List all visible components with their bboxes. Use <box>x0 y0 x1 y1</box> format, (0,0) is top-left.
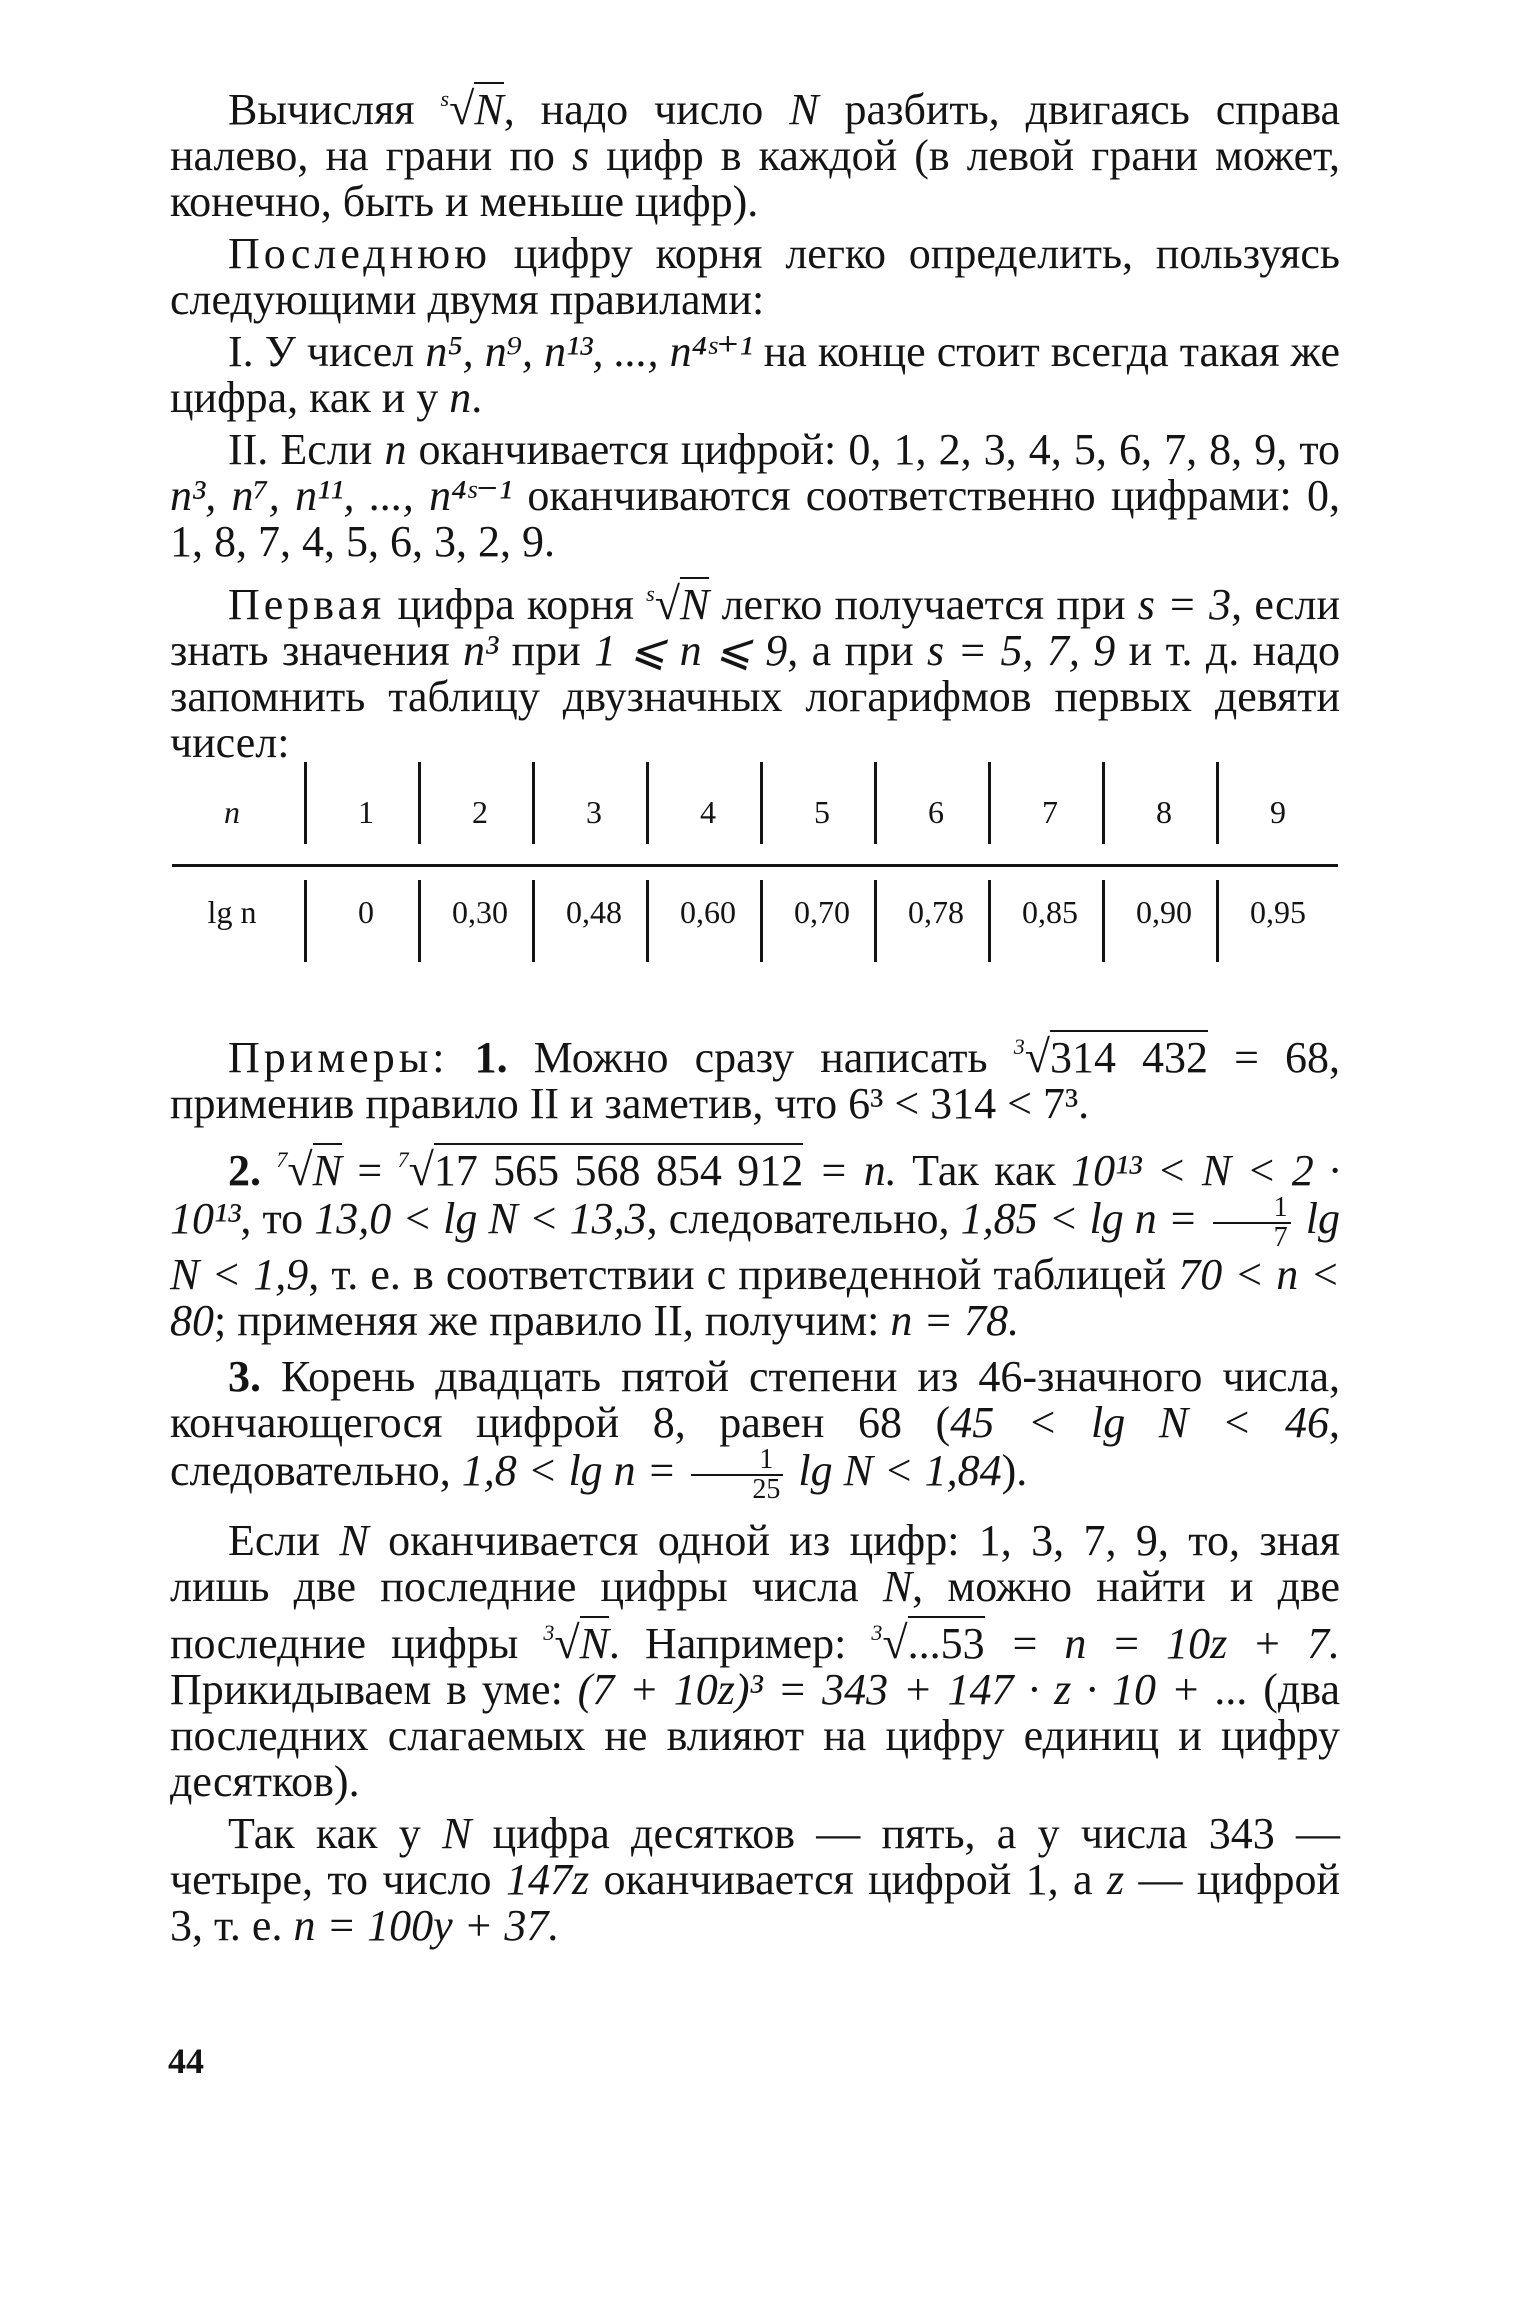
variable: n <box>384 425 407 474</box>
table-cell-n: 9 <box>1270 794 1286 830</box>
radical-argument: ...53 <box>908 1616 985 1668</box>
text: цифру корня легко определить, пользуясь следующими двумя правилами: <box>170 229 1340 324</box>
table-cell-n: 7 <box>1042 794 1058 830</box>
radical-argument: 17 565 568 854 912 <box>434 1143 803 1195</box>
table-cell-n: 8 <box>1156 794 1172 830</box>
table-divider <box>532 762 535 844</box>
paragraph-example-3 <box>170 1354 1340 1504</box>
radical: $^3$√314 432 <box>1013 1031 1209 1082</box>
spaced-word: Примеры: <box>228 1033 449 1082</box>
table-cell-lg: 0,78 <box>908 894 964 930</box>
text: цифра корня <box>397 580 634 629</box>
paragraph-last-digit <box>170 231 1340 323</box>
example-number: 2. <box>228 1146 261 1195</box>
paragraph-example-2 <box>170 1137 1340 1344</box>
text: , можно найти и две последние цифры <box>170 1562 1341 1668</box>
paragraph-tens-digit <box>170 1811 1340 1949</box>
table-divider <box>1216 762 1219 844</box>
text: оканчивается цифрой 1, а <box>603 1855 1093 1904</box>
formula: 70 < n < 80 <box>170 1250 1340 1345</box>
text: цифр в каждой (в левой грани может, конечно, быть и меньше цифр). <box>170 131 1341 226</box>
radical-index: 7 <box>276 1147 288 1172</box>
table-header-n: n <box>224 794 240 830</box>
text: . Например: <box>608 1619 847 1668</box>
formula: s = 3 <box>1137 580 1232 629</box>
table-cell-n: 6 <box>928 794 944 830</box>
radical: $^s$√N <box>646 578 710 629</box>
radical: $^7$√17 565 568 854 912 <box>397 1144 804 1195</box>
text: на конце стоит всегда такая же цифра, как и у <box>170 327 1340 422</box>
radical: $^3$√...53 <box>871 1617 985 1668</box>
table-divider <box>760 880 763 962</box>
table-cell-lg: 0,70 <box>794 894 850 930</box>
radical-argument: N <box>313 1143 342 1195</box>
text: и т. д. надо запомнить таблицу двузначных логарифмов первых девяти чисел: <box>170 626 1341 767</box>
formula: 13,0 < lg N < 13,3 <box>314 1194 647 1244</box>
spaced-word: Последнюю <box>228 229 491 278</box>
table-rule <box>172 864 1338 867</box>
example-number: 1. <box>474 1033 508 1082</box>
table-cell-lg: 0,48 <box>566 894 622 930</box>
fraction-numerator: 1 <box>1213 1194 1291 1224</box>
table-cell-lg: 0,90 <box>1136 894 1192 930</box>
variable: N <box>789 85 819 134</box>
variable: N <box>339 1516 369 1565</box>
table-divider <box>1216 880 1219 962</box>
table-cell-n: 4 <box>700 794 716 830</box>
radical-index: s <box>440 86 450 111</box>
table-cell-lg: 0,60 <box>680 894 736 930</box>
variable: N <box>442 1809 472 1858</box>
variable: s <box>571 131 590 180</box>
rule-number: I. У чисел <box>228 327 415 376</box>
formula: n = 78. <box>890 1296 1020 1345</box>
table-divider <box>418 762 421 844</box>
table-divider <box>1102 880 1105 962</box>
text: оканчивается одной из цифр: 1, 3, 7, 9, то, зная лишь две последние цифры числа <box>170 1516 1341 1611</box>
log-table <box>172 748 1338 978</box>
table-divider <box>304 880 307 962</box>
text: Так как <box>912 1146 1056 1195</box>
table-divider <box>532 880 535 962</box>
radical-index: 3 <box>543 1620 555 1645</box>
table-divider <box>1102 762 1105 844</box>
powers-list: n³, n⁷, n¹¹, ..., n⁴ˢ⁻¹ <box>170 471 513 520</box>
page-number: 44 <box>168 2041 204 2081</box>
text: ). <box>1001 1446 1028 1496</box>
text: , следовательно, <box>646 1194 950 1244</box>
text: , если знать значения <box>170 580 1341 675</box>
text: Прикидываем в уме: <box>170 1665 563 1714</box>
table-divider <box>988 880 991 962</box>
table-divider <box>874 880 877 962</box>
text: Можно сразу написать <box>533 1033 988 1082</box>
table-divider <box>418 880 421 962</box>
table-cell-n: 3 <box>586 794 602 830</box>
formula: 1 ⩽ n ⩽ 9 <box>594 626 788 675</box>
formula: 1,85 < lg n = <box>960 1194 1198 1244</box>
text: при <box>511 626 581 675</box>
table-divider <box>646 880 649 962</box>
text: — цифрой 3, т. е. <box>170 1855 1341 1950</box>
formula: = n = 10z + 7. <box>1009 1619 1341 1668</box>
text: Корень двадцать пятой степени из 46-значного числа, кончающегося цифрой 8, равен 68 ( <box>170 1352 1341 1447</box>
table-cell-n: 1 <box>358 794 374 830</box>
paragraph-rule-2 <box>170 427 1340 565</box>
radical-argument: N <box>680 577 709 629</box>
radical: $^s$√N <box>440 83 504 134</box>
formula: n³ <box>463 626 499 675</box>
formula: 1,8 < lg n = <box>461 1446 677 1496</box>
text: , то <box>240 1194 304 1244</box>
radical-index: 7 <box>397 1147 409 1172</box>
paragraph-root-splitting <box>170 76 1340 225</box>
radical-index: 3 <box>871 1620 883 1645</box>
fraction <box>1213 1194 1291 1252</box>
radical-argument: 314 432 <box>1050 1030 1208 1082</box>
example-number: 3. <box>228 1352 261 1401</box>
text: , т. е. в соответствии с приведенной таблицей <box>308 1250 1167 1299</box>
formula: (7 + 10z)³ = 343 + 147 · z · 10 + ... <box>577 1665 1249 1714</box>
table-divider <box>646 762 649 844</box>
text: цифра десятков — пять, а у числа 343 — четыре, то число <box>170 1809 1341 1904</box>
radical-index: 3 <box>1013 1034 1025 1059</box>
text: , следовательно, <box>170 1398 1340 1496</box>
formula: = n. <box>818 1146 897 1195</box>
rule-number: II. Если <box>228 425 373 474</box>
text-block-examples <box>170 1024 1340 1949</box>
variable: N <box>882 1562 913 1611</box>
formula: 10¹³ < N < 2 · 10¹³ <box>170 1146 1341 1244</box>
text-block-intro <box>170 76 1340 766</box>
text: легко получается при <box>721 580 1126 629</box>
table-divider <box>874 762 877 844</box>
table-cell-n: 5 <box>814 794 830 830</box>
fraction-denominator: 7 <box>1273 1222 1288 1253</box>
fraction <box>691 1446 783 1504</box>
radical-index: s <box>646 581 655 606</box>
table-cell-n: 2 <box>472 794 488 830</box>
text: разбить, двигаясь справа налево, на грани по <box>170 85 1341 180</box>
text: (два последних слагаемых не влияют на цифру единиц и цифру десятков). <box>170 1665 1341 1806</box>
table-cell-lg: 0 <box>358 894 374 930</box>
radical: $^3$√N <box>543 1617 609 1668</box>
paragraph-two-last-digits <box>170 1518 1340 1805</box>
formula: 45 < lg N < 46 <box>950 1398 1329 1447</box>
table-cell-lg: 0,30 <box>452 894 508 930</box>
formula: lg N < 1,84 <box>798 1446 1002 1496</box>
text: оканчиваются соответственно цифрами: 0, 1, 8, 7, 4, 5, 6, 3, 2, 9. <box>170 471 1340 566</box>
text: , надо число <box>503 85 764 134</box>
powers-list: n⁵, n⁹, n¹³, ..., n⁴ˢ⁺¹ <box>425 327 753 376</box>
formula: lg N < 1,9 <box>170 1194 1340 1299</box>
formula: n = 100y + 37. <box>293 1901 560 1950</box>
radical: $^7$√N <box>276 1144 342 1195</box>
table-cell-lg: 0,95 <box>1250 894 1306 930</box>
table-cell-lg: 0,85 <box>1022 894 1078 930</box>
formula: 147z <box>505 1855 590 1904</box>
radical-argument: N <box>474 82 503 134</box>
variable: n <box>449 373 472 422</box>
table-header-lg: lg n <box>207 894 257 930</box>
text: , а при <box>787 626 914 675</box>
formula: s = 5, 7, 9 <box>927 626 1116 675</box>
fraction-denominator: 25 <box>752 1474 781 1505</box>
table-divider <box>760 762 763 844</box>
text: . <box>471 373 483 422</box>
text: = <box>357 1146 383 1195</box>
spaced-word: Первая <box>228 580 386 629</box>
variable: z <box>1106 1855 1125 1904</box>
paragraph-example-1 <box>170 1024 1340 1127</box>
paragraph-rule-1 <box>170 329 1340 421</box>
text: ; применяя же правило II, получим: <box>214 1296 880 1345</box>
radical-argument: N <box>580 1616 609 1668</box>
table-divider <box>988 762 991 844</box>
text: Так как у <box>228 1809 421 1858</box>
text: Если <box>228 1516 320 1565</box>
formula: 6³ < 314 < 7³ <box>848 1079 1079 1128</box>
text: = 68, применив правило II и заметив, что <box>170 1033 1341 1128</box>
text: Вычисляя <box>228 85 415 134</box>
paragraph-first-digit <box>170 571 1340 766</box>
fraction-numerator: 1 <box>691 1446 783 1476</box>
text: оканчивается цифрой: 0, 1, 2, 3, 4, 5, 6, 7, 8, 9, то <box>418 425 1341 474</box>
table-divider <box>304 762 307 844</box>
text: . <box>1078 1079 1090 1128</box>
